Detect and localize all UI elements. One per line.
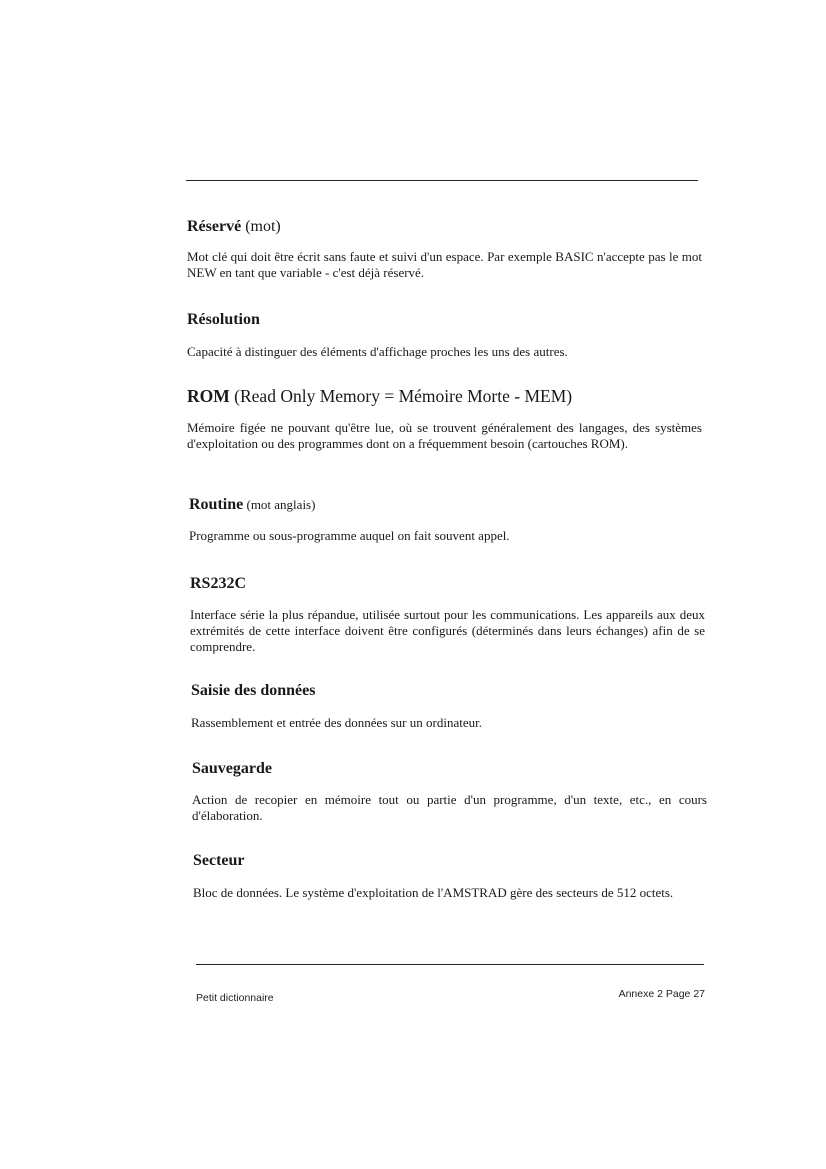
entry-reserve: [187, 217, 702, 281]
entry-term: [189, 495, 704, 515]
term-main: Routine: [189, 496, 244, 513]
entry-definition: Interface série la plus répandue, utilisée surtout pour les communications. Les appareils aux deux extrémités de cette interface doivent être configurés (déterminés dans leurs échanges) afin de se comprendre.: [190, 607, 705, 654]
entry-definition: Programme ou sous-programme auquel on fait souvent appel.: [189, 528, 510, 543]
entry-routine: [189, 495, 704, 544]
entry-term: [190, 574, 705, 594]
entry-term: [187, 386, 702, 406]
entry-rs232c: [190, 574, 705, 655]
entry-definition: Capacité à distinguer des éléments d'affichage proches les uns des autres.: [187, 344, 568, 359]
entry-saisie-des-donnees: [191, 681, 706, 731]
entry-term: [193, 851, 708, 871]
entry-definition: Mémoire figée ne pouvant qu'être lue, où se trouvent généralement des langages, des systèmes d'exploitation ou des programmes dont on a fréquemment besoin (cartouches ROM).: [187, 420, 702, 451]
entry-term: [191, 681, 706, 701]
term-main: Saisie des données: [191, 682, 316, 699]
entry-term: [192, 759, 707, 779]
term-main: Résolution: [187, 311, 260, 328]
entry-definition: Mot clé qui doit être écrit sans faute et suivi d'un espace. Par exemple BASIC n'accepte pas le mot NEW en tant que variable - c'est déjà réservé.: [187, 249, 702, 280]
entry-definition: Bloc de données. Le système d'exploitation de l'AMSTRAD gère des secteurs de 512 octets.: [193, 885, 674, 900]
term-main: RS232C: [190, 575, 247, 592]
footer-title: Petit dictionnaire: [196, 992, 274, 1004]
term-main: ROM: [187, 386, 230, 406]
top-rule: [186, 180, 698, 181]
term-main: Réservé: [187, 218, 242, 235]
term-qualifier: (Read Only Memory = Mémoire Morte - MEM): [229, 386, 573, 406]
entry-definition: Rassemblement et entrée des données sur un ordinateur.: [191, 715, 482, 730]
entry-sauvegarde: [192, 759, 707, 824]
entry-rom: [187, 386, 702, 452]
entry-resolution: [187, 310, 702, 360]
entry-secteur: [193, 851, 708, 901]
entry-definition: Action de recopier en mémoire tout ou partie d'un programme, d'un texte, etc., en cours d'élaboration.: [192, 792, 707, 823]
term-main: Sauvegarde: [192, 760, 272, 777]
term-qualifier: (mot anglais): [243, 497, 316, 512]
bottom-rule: [196, 964, 704, 965]
term-main: Secteur: [193, 852, 245, 869]
footer-page-number: Annexe 2 Page 27: [618, 988, 705, 1000]
entry-term: [187, 217, 702, 237]
term-qualifier: (mot): [241, 218, 281, 235]
entry-term: [187, 310, 702, 330]
